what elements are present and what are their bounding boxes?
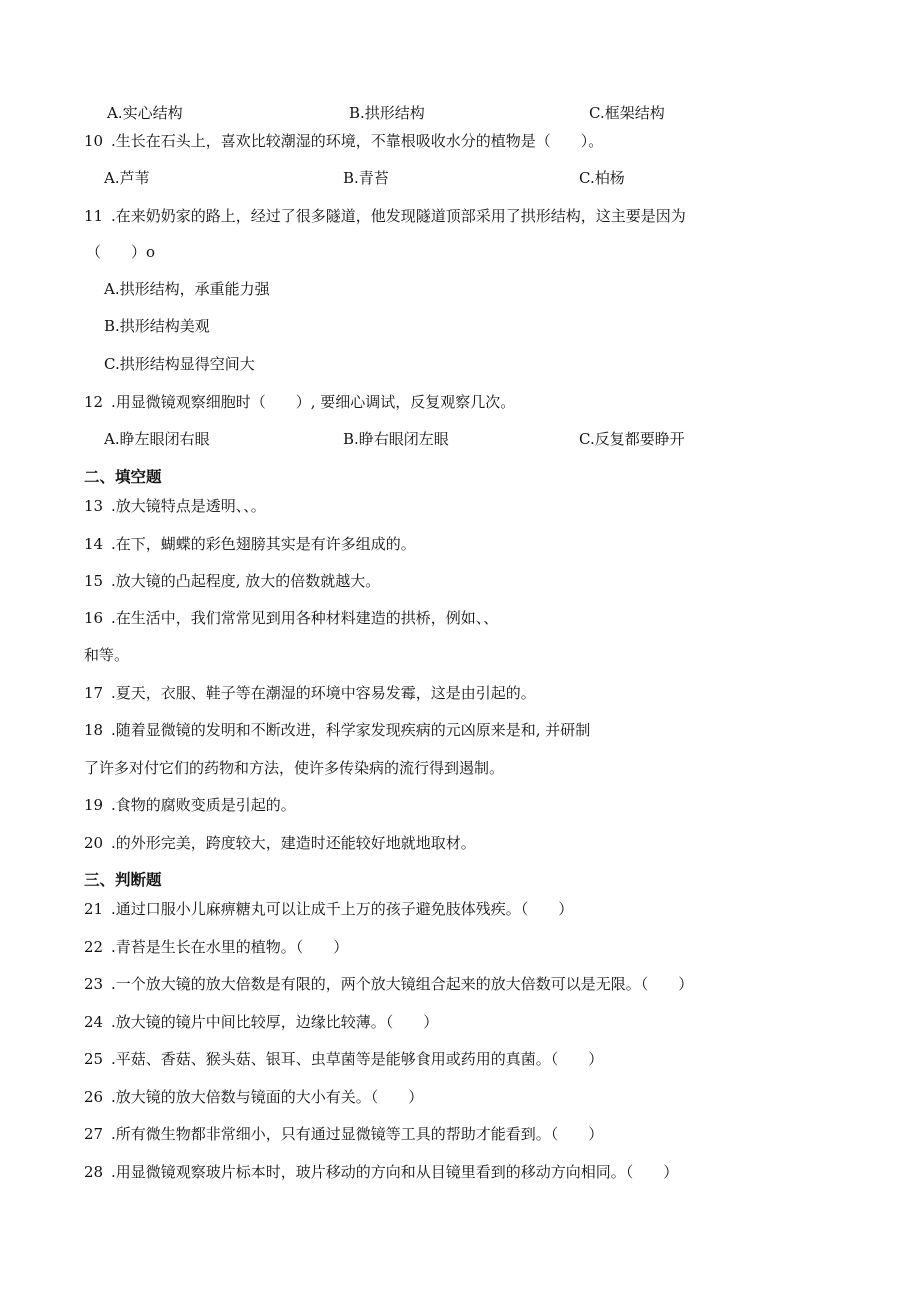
question-26 xyxy=(84,1087,423,1107)
question-number: 21 xyxy=(84,900,104,918)
question-number: 23 xyxy=(84,975,104,993)
question-18-continuation: 了许多对付它们的药物和方法，使许多传染病的流行得到遏制。 xyxy=(84,759,505,777)
option-c: C.柏杨 xyxy=(579,169,625,187)
section-heading-fill-in: 二、填空题 xyxy=(84,468,162,486)
option-b: B.青苔 xyxy=(343,169,389,187)
question-10 xyxy=(84,131,603,151)
question-number: 26 xyxy=(84,1088,104,1106)
option-a: A.拱形结构，承重能力强 xyxy=(104,280,270,298)
question-number: 18 xyxy=(84,721,104,739)
question-16-continuation: 和等。 xyxy=(84,646,130,664)
question-text: .夏天，衣服、鞋子等在潮湿的环境中容易发霉，这是由引起的。 xyxy=(111,684,536,702)
question-text: .随着显微镜的发明和不断改进，科学家发现疾病的元凶原来是和, 并研制 xyxy=(111,721,591,739)
question-number: 28 xyxy=(84,1163,104,1181)
question-text: .放大镜的凸起程度, 放大的倍数就越大。 xyxy=(111,572,381,590)
question-number: 16 xyxy=(84,609,104,627)
question-text: .食物的腐败变质是引起的。 xyxy=(111,796,296,814)
question-text: .用显微镜观察细胞时（ ）, 要细心调试，反复观察几次。 xyxy=(111,393,516,411)
question-text: .青苔是生长在水里的植物。（ ） xyxy=(111,938,349,956)
question-27 xyxy=(84,1124,603,1144)
question-16 xyxy=(84,608,498,628)
question-number: 15 xyxy=(84,572,104,590)
option-b: B.拱形结构 xyxy=(349,104,425,122)
question-28 xyxy=(84,1162,678,1182)
question-number: 20 xyxy=(84,834,104,852)
question-11 xyxy=(84,206,686,226)
question-number: 13 xyxy=(84,497,104,515)
question-text: .用显微镜观察玻片标本时，玻片移动的方向和从目镜里看到的移动方向相同。（ ） xyxy=(111,1163,679,1181)
option-b: B.睁右眼闭左眼 xyxy=(343,430,449,448)
question-21 xyxy=(84,899,573,919)
question-text: .放大镜的放大倍数与镜面的大小有关。（ ） xyxy=(111,1088,424,1106)
option-c: C.反复都要睁开 xyxy=(579,430,685,448)
option-c: C.框架结构 xyxy=(589,104,665,122)
question-text: .在生活中，我们常常见到用各种材料建造的拱桥，例如、、 xyxy=(111,609,499,627)
question-23 xyxy=(84,974,693,994)
question-number: 14 xyxy=(84,535,104,553)
question-25 xyxy=(84,1049,603,1069)
question-number: 17 xyxy=(84,684,104,702)
question-text: .在下，蝴蝶的彩色翅膀其实是有许多组成的。 xyxy=(111,535,416,553)
section-heading-true-false: 三、判断题 xyxy=(84,871,162,889)
question-17 xyxy=(84,683,536,703)
question-22 xyxy=(84,937,348,957)
question-18 xyxy=(84,720,590,740)
question-text: .所有微生物都非常细小，只有通过显微镜等工具的帮助才能看到。（ ） xyxy=(111,1125,604,1143)
question-13 xyxy=(84,496,266,516)
question-text: .放大镜特点是透明、、。 xyxy=(111,497,266,515)
question-text: .通过口服小儿麻痹糖丸可以让成千上万的孩子避免肢体残疾。（ ） xyxy=(111,900,574,918)
question-number: 24 xyxy=(84,1013,104,1031)
option-b: B.拱形结构美观 xyxy=(104,317,210,335)
question-text: .一个放大镜的放大倍数是有限的，两个放大镜组合起来的放大倍数可以是无限。（ ） xyxy=(111,975,694,993)
question-number: 22 xyxy=(84,938,104,956)
question-19 xyxy=(84,795,296,815)
option-a: A.睁左眼闭右眼 xyxy=(104,430,210,448)
question-text: .在来奶奶家的路上，经过了很多隧道，他发现隧道顶部采用了拱形结构，这主要是因为 xyxy=(111,207,686,225)
option-c: C.拱形结构显得空间大 xyxy=(104,355,255,373)
question-number: 11 xyxy=(84,207,104,225)
question-text: .放大镜的镜片中间比较厚，边缘比较薄。（ ） xyxy=(111,1013,439,1031)
option-a: A.实心结构 xyxy=(107,104,183,122)
question-14 xyxy=(84,534,416,554)
question-12 xyxy=(84,392,515,412)
question-number: 12 xyxy=(84,393,104,411)
question-text: .平菇、香菇、猴头菇、银耳、虫草菌等是能够食用或药用的真菌。（ ） xyxy=(111,1050,604,1068)
question-24 xyxy=(84,1012,438,1032)
question-20 xyxy=(84,833,476,853)
question-15 xyxy=(84,571,380,591)
question-number: 10 xyxy=(84,132,104,150)
option-a: A.芦苇 xyxy=(104,169,150,187)
question-number: 25 xyxy=(84,1050,104,1068)
question-text: .的外形完美，跨度较大，建造时还能较好地就地取材。 xyxy=(111,834,476,852)
question-text: .生长在石头上，喜欢比较潮湿的环境，不靠根吸收水分的植物是（ ）。 xyxy=(111,132,604,150)
question-number: 27 xyxy=(84,1125,104,1143)
question-11-continuation: （ ）o xyxy=(86,243,156,261)
question-number: 19 xyxy=(84,796,104,814)
